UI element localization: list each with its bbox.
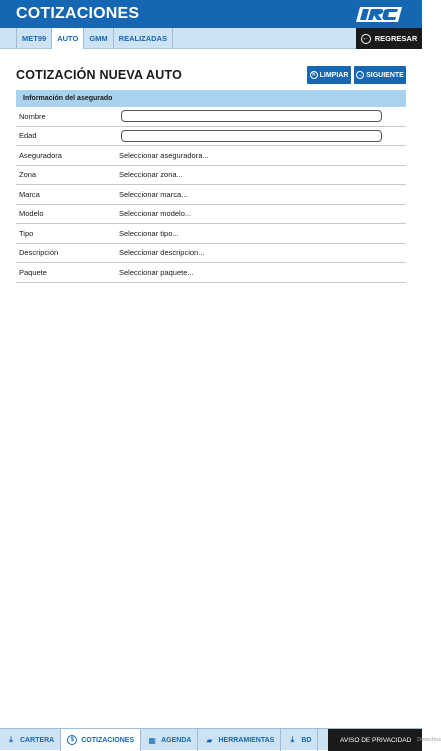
close-icon: ✕ [311, 72, 317, 78]
field-row-zona [16, 166, 406, 186]
back-label: REGRESAR [374, 34, 418, 43]
nav-agenda-label: AGENDA [161, 736, 192, 744]
nombre-label: Nombre [19, 111, 46, 121]
field-row-descripcion [16, 244, 406, 264]
arrow-right-icon: → [357, 72, 364, 78]
field-row-nombre [16, 107, 406, 127]
dollar-icon: $ [67, 735, 77, 745]
clear-label: LIMPIAR [319, 71, 349, 79]
insured-info-form [16, 90, 406, 283]
aseguradora-label: Aseguradora [19, 150, 62, 160]
marca-select[interactable]: Seleccionar marca... [119, 189, 188, 199]
tab-auto[interactable]: AUTO [52, 28, 84, 49]
tab-met99[interactable]: MET99 [16, 28, 52, 49]
tipo-label: Tipo [19, 228, 34, 238]
nav-agenda[interactable] [141, 729, 198, 751]
paquete-select[interactable]: Seleccionar paquete... [119, 267, 194, 277]
field-row-edad [16, 127, 406, 147]
nav-cotizaciones-label: COTIZACIONES [81, 736, 135, 744]
back-arrow-icon: ← [362, 35, 370, 42]
descripcion-select[interactable]: Seleccionar descripcion... [119, 248, 205, 258]
nombre-input[interactable] [121, 110, 382, 122]
marca-label: Marca [19, 189, 40, 199]
field-row-modelo [16, 205, 406, 225]
back-button[interactable] [356, 28, 422, 49]
privacy-label: AVISO DE PRIVACIDAD [340, 736, 412, 744]
page-title: COTIZACIÓN NUEVA AUTO [16, 68, 183, 82]
nav-cartera-label: CARTERA [20, 736, 55, 744]
nav-cartera[interactable] [0, 729, 61, 751]
field-row-marca [16, 185, 406, 205]
folder-icon: ▰ [206, 735, 213, 745]
company-logo [356, 7, 402, 22]
download-icon: ⤓ [9, 735, 13, 744]
calendar-icon: ▦ [148, 735, 156, 745]
form-section-title: Información del asegurado [16, 90, 406, 107]
edad-label: Edad [19, 131, 37, 141]
paquete-label: Paquete [19, 267, 47, 277]
field-row-aseguradora [16, 146, 406, 166]
aseguradora-select[interactable]: Seleccionar aseguradora... [119, 150, 209, 160]
modelo-select[interactable]: Seleccionar modelo... [119, 209, 192, 219]
descripcion-label: Descripción [19, 248, 59, 258]
next-button[interactable] [354, 66, 406, 84]
nav-bd-label: BD [301, 736, 312, 744]
tab-gmm[interactable]: GMM [84, 28, 113, 49]
clear-button[interactable] [307, 66, 351, 84]
download-icon: ⤓ [290, 735, 295, 744]
tab-realizadas[interactable]: REALIZADAS [114, 28, 173, 49]
nav-herramientas[interactable] [198, 729, 281, 751]
field-row-paquete [16, 263, 406, 283]
zona-label: Zona [19, 170, 37, 180]
next-label: SIGUIENTE [366, 71, 404, 79]
tipo-select[interactable]: Seleccionar tipo... [119, 228, 179, 238]
privacy-notice-link[interactable] [328, 729, 441, 751]
rights-label: Derechos [417, 737, 441, 743]
nav-herramientas-label: HERRAMIENTAS [218, 736, 275, 744]
app-title: COTIZACIONES [16, 5, 140, 22]
nav-cotizaciones[interactable] [61, 729, 141, 751]
app-header [0, 0, 422, 28]
zona-select[interactable]: Seleccionar zona... [119, 170, 183, 180]
nav-bd[interactable] [281, 729, 318, 751]
edad-input[interactable] [121, 130, 382, 142]
bottom-nav [0, 728, 441, 750]
modelo-label: Modelo [19, 209, 44, 219]
field-row-tipo [16, 224, 406, 244]
